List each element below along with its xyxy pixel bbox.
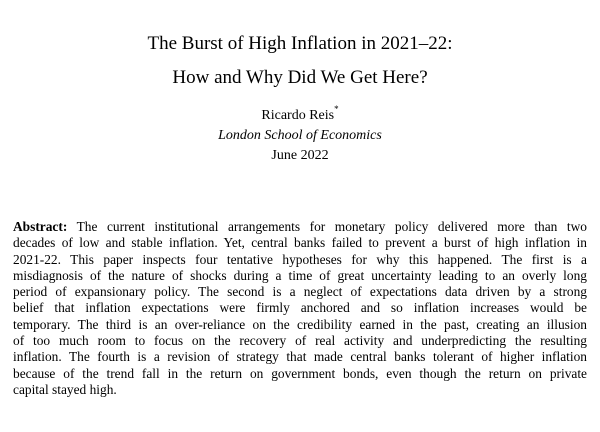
abstract-line: misdiagnosis of the nature of shocks during a time of great uncertainty leading to an overly long xyxy=(13,267,587,283)
author-name: Ricardo Reis xyxy=(261,108,335,123)
abstract-line: belief that inflation expectations were firmly anchored and so inflation increases would be xyxy=(13,300,587,316)
paper-title-line-1: The Burst of High Inflation in 2021–22: xyxy=(147,33,453,54)
abstract-line: because of the trend fall in the return on government bonds, even though the return on private xyxy=(13,365,587,381)
abstract-line: 2021-22. This paper inspects four tentative hypotheses for why this happened. The first is a xyxy=(13,251,587,267)
abstract-line: capital stayed high. xyxy=(13,381,117,397)
abstract-line: temporary. The third is an over-reliance on the credibility earned in the past, creating an illusion xyxy=(13,316,587,332)
author-affiliation: London School of Economics xyxy=(218,128,382,143)
paper-title-line-2: How and Why Did We Get Here? xyxy=(172,67,428,88)
publication-date: June 2022 xyxy=(271,148,329,163)
abstract-line: decades of low and stable inflation. Yet, central banks failed to prevent a burst of high inflation in xyxy=(13,235,587,251)
abstract xyxy=(13,219,587,398)
abstract-line: of too much room to focus on the recovery of real activity and underpredicting the resulting xyxy=(13,333,587,349)
abstract-label: Abstract: xyxy=(13,219,68,234)
author-footnote-mark: * xyxy=(334,104,339,115)
abstract-line xyxy=(13,219,587,235)
abstract-line: inflation. The fourth is a revision of strategy that made central banks tolerant of higher inflation xyxy=(13,349,587,365)
author-line xyxy=(0,104,600,125)
abstract-text: The current institutional arrangements for monetary policy delivered more than two xyxy=(76,219,588,234)
abstract-line: period of expansionary policy. The second is a neglect of expectations data driven by a strong xyxy=(13,284,587,300)
